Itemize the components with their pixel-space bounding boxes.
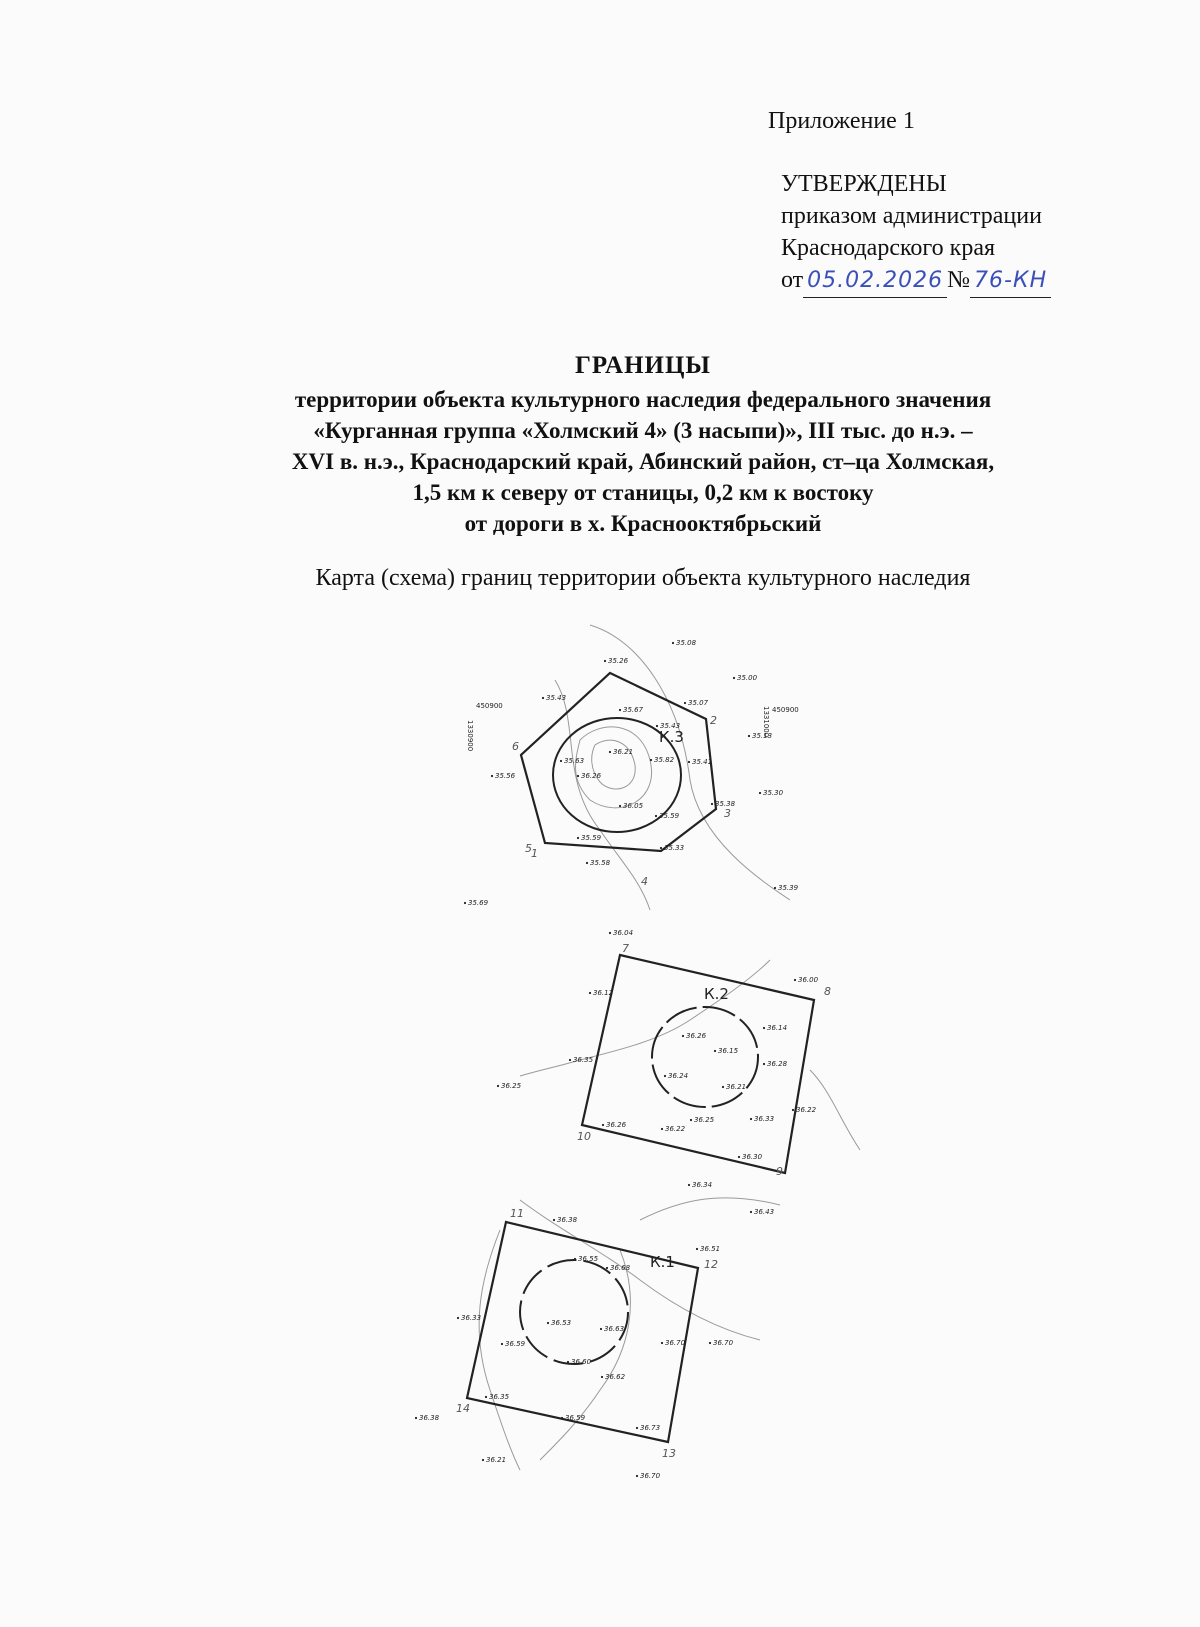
contour-line — [479, 1230, 520, 1470]
elevation-dot — [501, 1343, 503, 1345]
elevation-dot — [604, 660, 606, 662]
elevation-dot — [750, 1211, 752, 1213]
elevation-label: 36.22 — [665, 1125, 686, 1133]
elevation-label: 36.60 — [571, 1358, 592, 1366]
elevation-dot — [672, 642, 674, 644]
elevation-dot — [763, 1027, 765, 1029]
appendix-label: Приложение 1 — [768, 108, 915, 134]
contour-line — [555, 680, 650, 910]
elevation-dot — [661, 1128, 663, 1130]
vertex-number: 13 — [662, 1447, 676, 1460]
contour-line — [810, 1070, 860, 1150]
approved-by-order: приказом администрации — [781, 203, 1042, 229]
elevation-dot — [497, 1085, 499, 1087]
elevation-label: 35.41 — [692, 758, 713, 766]
elevation-label: 35.38 — [715, 800, 736, 808]
vertex-number: 4 — [641, 875, 648, 888]
elevation-dot — [759, 792, 761, 794]
elevation-label: 35.59 — [659, 812, 680, 820]
elevation-label: 35.43 — [546, 694, 567, 702]
elevation-dot — [619, 805, 621, 807]
elevation-label: 35.30 — [763, 789, 784, 797]
elevation-label: 36.38 — [419, 1414, 440, 1422]
grid-label: 450900 — [476, 702, 503, 710]
elevation-dot — [688, 761, 690, 763]
elevation-label: 35.00 — [737, 674, 758, 682]
elevation-label: 36.28 — [767, 1060, 788, 1068]
vertex-number: 8 — [824, 985, 831, 998]
elevation-label: 36.05 — [623, 802, 644, 810]
elevation-dot — [661, 1342, 663, 1344]
elevation-dot — [482, 1459, 484, 1461]
elevation-label: 36.21 — [613, 748, 634, 756]
elevation-dot — [792, 1109, 794, 1111]
grid-label: 450900 — [772, 706, 799, 714]
vertex-number: 3 — [724, 807, 731, 820]
elevation-label: 36.35 — [573, 1056, 594, 1064]
elevation-dot — [547, 1322, 549, 1324]
elevation-label: 35.63 — [564, 757, 585, 765]
elevation-label: 35.26 — [608, 657, 629, 665]
elevation-dot — [464, 902, 466, 904]
elevation-dot — [619, 709, 621, 711]
elevation-dot — [560, 760, 562, 762]
vertex-number: 14 — [456, 1402, 470, 1415]
elevation-dot — [794, 979, 796, 981]
elevation-label: 36.26 — [606, 1121, 627, 1129]
elevation-dot — [602, 1124, 604, 1126]
vertex-number: 7 — [622, 942, 629, 955]
elevation-dot — [636, 1475, 638, 1477]
elevation-label: 36.26 — [686, 1032, 707, 1040]
elevation-label: 35.82 — [654, 756, 675, 764]
elevation-label: 35.69 — [468, 899, 489, 907]
approved-region: Краснодарского края — [781, 235, 996, 261]
elevation-label: 35.43 — [660, 722, 681, 730]
vertex-number: 6 — [512, 740, 519, 753]
elevation-label: 36.35 — [489, 1393, 510, 1401]
elevation-dot — [574, 1258, 576, 1260]
elevation-dot — [561, 1417, 563, 1419]
elevation-label: 35.13 — [752, 732, 773, 740]
elevation-dot — [711, 803, 713, 805]
elevation-label: 36.25 — [501, 1082, 522, 1090]
elevation-dot — [491, 775, 493, 777]
elevation-label: 36.43 — [754, 1208, 775, 1216]
elevation-label: 36.22 — [796, 1106, 817, 1114]
elevation-label: 36.55 — [578, 1255, 599, 1263]
elevation-label: 36.73 — [640, 1424, 661, 1432]
elevation-label: 35.08 — [676, 639, 697, 647]
elevation-label: 35.07 — [688, 699, 709, 707]
elevation-label: 36.68 — [610, 1264, 631, 1272]
elevation-dot — [688, 1184, 690, 1186]
elevation-dot — [589, 992, 591, 994]
elevation-label: 36.14 — [767, 1024, 788, 1032]
vertex-number: 10 — [577, 1130, 591, 1143]
date-prefix: от — [781, 267, 804, 293]
elevation-dot — [457, 1317, 459, 1319]
number-prefix: № — [947, 267, 971, 293]
mound-2-label: К.2 — [704, 985, 729, 1003]
elevation-dot — [636, 1427, 638, 1429]
elevation-dot — [722, 1086, 724, 1088]
elevation-label: 36.04 — [613, 929, 634, 937]
elevation-dot — [577, 775, 579, 777]
elevation-dot — [577, 837, 579, 839]
elevation-label: 35.58 — [590, 859, 611, 867]
elevation-label: 35.33 — [664, 844, 685, 852]
title-line-3: XVI в. н.э., Краснодарский край, Абинский район, ст–ца Холмская, — [291, 449, 995, 474]
elevation-dot — [690, 1119, 692, 1121]
elevation-label: 36.59 — [565, 1414, 586, 1422]
mound-1-label: К.1 — [650, 1253, 675, 1271]
elevation-dot — [664, 1075, 666, 1077]
grid-label: 1331000 — [762, 706, 770, 738]
elevation-dot — [733, 677, 735, 679]
elevation-dot — [586, 862, 588, 864]
title-line-2: «Курганная группа «Холмский 4» (3 насыпи)», III тыс. до н.э. – — [313, 418, 973, 443]
elevation-label: 36.30 — [742, 1153, 763, 1161]
elevation-dot — [738, 1156, 740, 1158]
elevation-dot — [601, 1376, 603, 1378]
elevation-label: 36.59 — [505, 1340, 526, 1348]
elevation-label: 36.63 — [604, 1325, 625, 1333]
elevation-label: 36.70 — [640, 1472, 661, 1480]
title-line-1: территории объекта культурного наследия федерального значения — [294, 387, 992, 412]
title-line-4: 1,5 км к северу от станицы, 0,2 км к востоку — [412, 480, 874, 505]
elevation-dot — [709, 1342, 711, 1344]
elevation-label: 36.15 — [718, 1047, 739, 1055]
elevation-dot — [650, 759, 652, 761]
mound-2-outline — [652, 1007, 758, 1107]
elevation-label: 36.38 — [557, 1216, 578, 1224]
elevation-dot — [696, 1248, 698, 1250]
elevation-dot — [553, 1219, 555, 1221]
elevation-dot — [763, 1063, 765, 1065]
elevation-label: 36.12 — [593, 989, 614, 997]
elevation-label: 36.34 — [692, 1181, 713, 1189]
elevation-label: 36.24 — [668, 1072, 689, 1080]
elevation-label: 36.33 — [754, 1115, 775, 1123]
mound-3-label: К.3 — [659, 728, 684, 746]
elevation-label: 36.51 — [700, 1245, 721, 1253]
elevation-label: 36.21 — [486, 1456, 507, 1464]
elevation-dot — [684, 702, 686, 704]
elevation-dot — [656, 725, 658, 727]
elevation-label: 36.25 — [694, 1116, 715, 1124]
elevation-dot — [606, 1267, 608, 1269]
elevation-label: 35.39 — [778, 884, 799, 892]
elevation-dot — [485, 1396, 487, 1398]
elevation-label: 35.59 — [581, 834, 602, 842]
elevation-dot — [748, 735, 750, 737]
map-caption: Карта (схема) границ территории объекта культурного наследия — [315, 565, 971, 591]
elevation-label: 36.70 — [713, 1339, 734, 1347]
vertex-number: 1 — [531, 847, 538, 860]
elevation-dot — [415, 1417, 417, 1419]
elevation-label: 36.53 — [551, 1319, 572, 1327]
vertex-number: 2 — [710, 714, 717, 727]
elevation-label: 36.00 — [798, 976, 819, 984]
elevation-dot — [609, 932, 611, 934]
elevation-dot — [660, 847, 662, 849]
title-line-5: от дороги в х. Краснооктябрьский — [464, 511, 822, 536]
handwritten-date: 05.02.2026 — [807, 268, 944, 293]
elevation-label: 36.21 — [726, 1083, 747, 1091]
elevation-dot — [609, 751, 611, 753]
elevation-label: 36.70 — [665, 1339, 686, 1347]
elevation-dot — [569, 1059, 571, 1061]
elevation-label: 36.26 — [581, 772, 602, 780]
vertex-number: 9 — [776, 1165, 783, 1178]
mound-1-outline — [520, 1260, 628, 1364]
contour-line — [520, 960, 770, 1076]
approved-word: УТВЕРЖДЕНЫ — [781, 171, 947, 197]
elevation-label: 35.56 — [495, 772, 516, 780]
elevation-dot — [600, 1328, 602, 1330]
grid-label: 1330900 — [466, 720, 474, 752]
vertex-number: 12 — [704, 1258, 718, 1271]
elevation-label: 36.33 — [461, 1314, 482, 1322]
title-main: ГРАНИЦЫ — [575, 352, 711, 379]
elevation-dot — [567, 1361, 569, 1363]
vertex-number: 11 — [510, 1207, 524, 1220]
elevation-dot — [542, 697, 544, 699]
elevation-dot — [774, 887, 776, 889]
handwritten-number: 76-КН — [974, 268, 1048, 293]
contour-ring — [576, 727, 652, 808]
elevation-dot — [682, 1035, 684, 1037]
elevation-dot — [714, 1050, 716, 1052]
elevation-dot — [655, 815, 657, 817]
vertex-number: 5 — [525, 842, 532, 855]
elevation-label: 35.67 — [623, 706, 644, 714]
elevation-label: 36.62 — [605, 1373, 626, 1381]
elevation-dot — [750, 1118, 752, 1120]
